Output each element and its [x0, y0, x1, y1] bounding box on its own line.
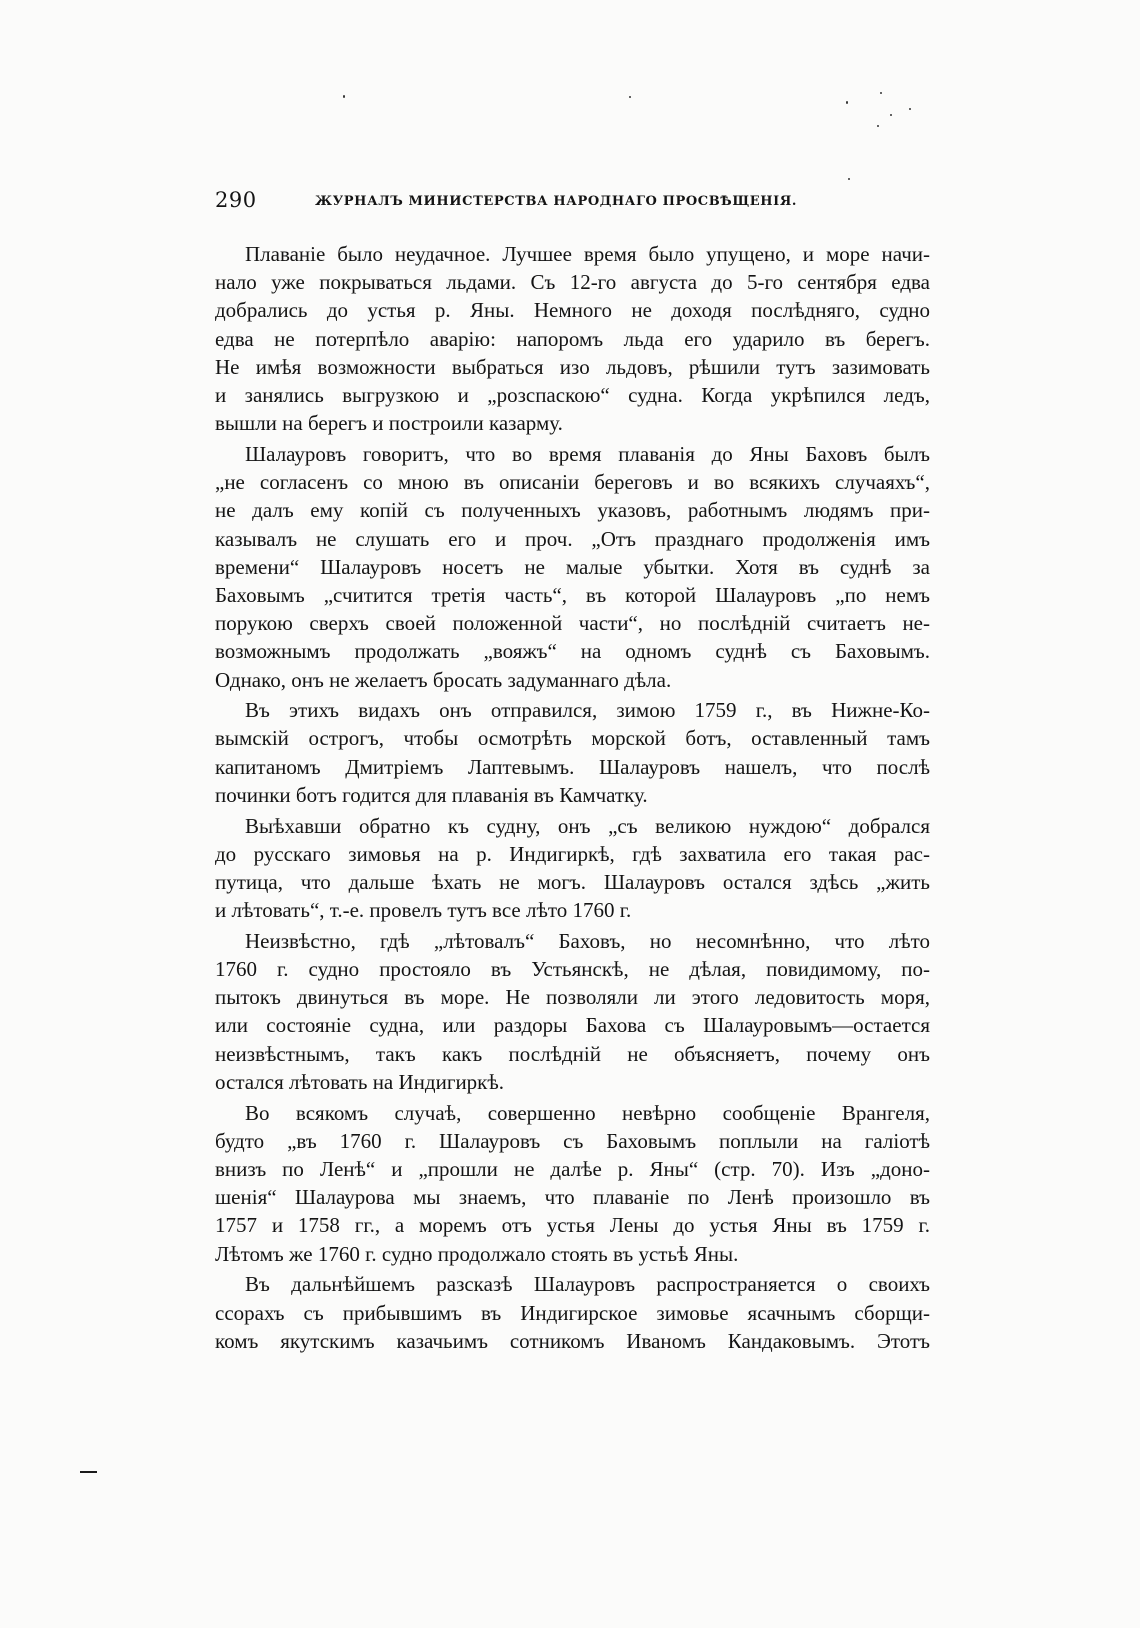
- paragraph: [215, 1270, 930, 1355]
- text-line: „не согласенъ со мною въ описаніи береговъ и во всякихъ случаяхъ“,: [215, 470, 930, 495]
- text-line: Однако, онъ не желаетъ бросать задуманнаго дѣла.: [215, 667, 672, 692]
- text-line: нало уже покрываться льдами. Съ 12-го августа до 5-го сентября едва: [215, 270, 930, 295]
- margin-mark: [80, 1471, 97, 1473]
- text-line: времени“ Шалауровъ носетъ не малые убытки. Хотя въ суднѣ за: [215, 554, 930, 579]
- text-line: путица, что дальше ѣхать не могъ. Шалауровъ остался здѣсь „жить: [215, 869, 930, 894]
- text-line: Шалауровъ говоритъ, что во время плаванія до Яны Баховъ былъ: [245, 441, 930, 466]
- text-line: будто „въ 1760 г. Шалауровъ съ Баховымъ поплыли на галіотѣ: [215, 1128, 930, 1153]
- body-text: [215, 240, 930, 1357]
- text-line: и лѣтовать“, т.-е. провелъ тутъ все лѣто 1760 г.: [215, 898, 632, 923]
- text-line: возможнымъ продолжать „вояжъ“ на одномъ суднѣ съ Баховымъ.: [215, 639, 930, 664]
- text-line: 1757 и 1758 гг., а моремъ отъ устья Лены до устья Яны въ 1759 г.: [215, 1213, 930, 1238]
- paragraph: [215, 927, 930, 1096]
- text-line: комъ якутскимъ казачьимъ сотникомъ Иваномъ Кандаковымъ. Этотъ: [215, 1328, 930, 1353]
- paragraph: [215, 812, 930, 925]
- text-line: до русскаго зимовья на р. Индигиркѣ, гдѣ захватила его такая рас-: [215, 841, 930, 866]
- page-number: 290: [215, 188, 257, 212]
- scan-speck: [343, 95, 345, 98]
- text-line: Въ дальнѣйшемъ разсказѣ Шалауровъ распространяется о своихъ: [245, 1272, 930, 1297]
- scan-speck: [846, 101, 848, 104]
- text-line: или состояніе судна, или раздоры Бахова съ Шалауровымъ—остается: [215, 1013, 930, 1038]
- text-line: ссорахъ съ прибывшимъ въ Индигирское зимовье ясачнымъ сборщи-: [215, 1300, 930, 1325]
- paragraph: [215, 240, 930, 437]
- scan-speck: [848, 178, 850, 180]
- text-line: капитаномъ Дмитріемъ Лаптевымъ. Шалауровъ нашелъ, что послѣ: [215, 754, 930, 779]
- text-line: внизъ по Ленѣ“ и „прошли не далѣе р. Яны“ (стр. 70). Изъ „доно-: [215, 1157, 930, 1181]
- text-line: порукою сверхъ своей положенной части“, но послѣдній считаетъ не-: [215, 611, 930, 636]
- running-head: ЖУРНАЛЪ МИНИСТЕРСТВА НАРОДНАГО ПРОСВѢЩЕНІЯ.: [315, 194, 798, 209]
- text-line: Выѣхавши обратно къ судну, онъ „съ великою нуждою“ добрался: [245, 813, 930, 838]
- paragraph: [215, 696, 930, 809]
- text-line: едва не потерпѣло аварію: напоромъ льда его ударило въ берегъ.: [215, 326, 930, 351]
- text-line: и занялись выгрузкою и „розспаскою“ судна. Когда укрѣпился ледъ,: [215, 383, 930, 408]
- text-line: Лѣтомъ же 1760 г. судно продолжало стоять въ устьѣ Яны.: [215, 1241, 739, 1266]
- scan-speck: [880, 92, 882, 94]
- text-line: 1760 г. судно простояло въ Устьянскѣ, не дѣлая, повидимому, по-: [215, 957, 930, 982]
- text-line: Плаваніе было неудачное. Лучшее время было упущено, и море начи-: [245, 242, 930, 266]
- text-line: добрались до устья р. Яны. Немного не доходя послѣдняго, судно: [215, 298, 930, 323]
- text-line: починки ботъ годится для плаванія въ Камчатку.: [215, 782, 648, 807]
- text-line: казывалъ не слушать его и проч. „Отъ празднаго продолженія имъ: [215, 526, 930, 551]
- text-line: Неизвѣстно, гдѣ „лѣтовалъ“ Баховъ, но несомнѣнно, что лѣто: [245, 928, 930, 953]
- text-line: Во всякомъ случаѣ, совершенно невѣрно сообщеніе Врангеля,: [245, 1100, 930, 1125]
- text-line: шенія“ Шалаурова мы знаемъ, что плаваніе по Ленѣ произошло въ: [215, 1185, 930, 1210]
- scan-speck: [890, 114, 892, 116]
- text-line: вымскій острогъ, чтобы осмотрѣть морской ботъ, оставленный тамъ: [215, 726, 930, 751]
- page-header: [215, 188, 925, 220]
- text-line: Не имѣя возможности выбраться изо льдовъ, рѣшили тутъ зазимовать: [215, 354, 930, 379]
- text-line: остался лѣтовать на Индигиркѣ.: [215, 1069, 505, 1094]
- text-line: не далъ ему копій съ полученныхъ указовъ, работнымъ людямъ при-: [215, 498, 930, 523]
- text-line: неизвѣстнымъ, такъ какъ послѣдній не объясняетъ, почему онъ: [215, 1041, 930, 1066]
- scan-speck: [629, 96, 631, 98]
- text-line: Въ этихъ видахъ онъ отправился, зимою 1759 г., въ Нижне-Ко-: [245, 698, 930, 723]
- text-line: Баховымъ „считится третія часть“, въ которой Шалауровъ „по немъ: [215, 582, 930, 607]
- paragraph: [215, 440, 930, 694]
- text-line: пытокъ двинуться въ море. Не позволяли ли этого ледовитость моря,: [215, 985, 930, 1010]
- scan-speck: [877, 125, 879, 127]
- paragraph: [215, 1099, 930, 1268]
- text-line: вышли на берегъ и построили казарму.: [215, 411, 563, 436]
- scan-speck: [909, 108, 911, 110]
